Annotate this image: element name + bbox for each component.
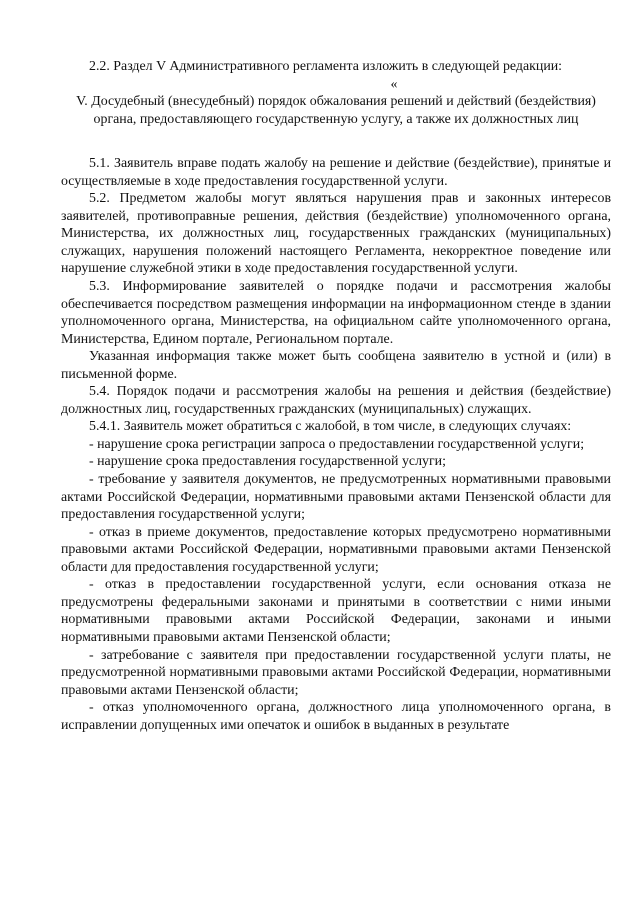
- amendment-intro: 2.2. Раздел V Административного регламента изложить в следующей редакции:: [89, 59, 563, 74]
- paragraph-5-4-1: 5.4.1. Заявитель может обратиться с жалобой, в том числе, в следующих случаях:: [89, 419, 572, 435]
- opening-quote-mark: «: [390, 76, 398, 92]
- paragraph-5-4: 5.4. Порядок подачи и рассмотрения жалобы на решения и действия (бездействие) должностных лиц, государственных гражданских (муниципальных) служащих.: [61, 384, 611, 417]
- document-page: [61, 58, 611, 734]
- paragraph-5-1: 5.1. Заявитель вправе подать жалобу на решение и действие (бездействие), принятые и осуществляемые в ходе предоставления государственной услуги.: [61, 156, 611, 189]
- section-heading: V. Досудебный (внесудебный) порядок обжалования решений и действий (бездействия) органа, предоставляющего государственную услугу, а также их должностных лиц: [76, 94, 596, 127]
- list-item-service-refusal: - отказ в предоставлении государственной услуги, если основания отказа не предусмотрены федеральными законами и принятыми в соответствии с ними иными нормативными правовыми актами Российской Федерации, законами и иными нормативными правовыми актами Пензенской области;: [61, 577, 611, 645]
- list-item-document-refusal: - отказ в приеме документов, предоставление которых предусмотрено нормативными правовыми актами Российской Федерации, нормативными правовыми актами Пензенской области для предоставления государственной услуги;: [61, 524, 611, 575]
- list-item-service-deadline: - нарушение срока предоставления государственной услуги;: [89, 454, 446, 470]
- paragraph-5-2: 5.2. Предметом жалобы могут являться нарушения прав и законных интересов заявителей, противоправные решения, действия (бездействие) уполномоченного органа, Министерства, их должностных лиц, государственных гражданских (муниципальных) служащих, нарушения положений настоящего Регламента, некорректное поведение или нарушение служебной этики в ходе предоставления государственной услуги.: [61, 191, 611, 277]
- list-item-documents-requirement: - требование у заявителя документов, не предусмотренных нормативными правовыми актами Российской Федерации, нормативными правовыми актами Пензенской области для предоставления государственной услуги;: [61, 472, 611, 523]
- list-item-fee-demand: - затребование с заявителя при предоставлении государственной услуги платы, не предусмотренной нормативными правовыми актами Российской Федерации, нормативными правовыми актами Пензенской области;: [61, 647, 611, 698]
- list-item-registration-deadline: - нарушение срока регистрации запроса о предоставлении государственной услуги;: [89, 436, 585, 452]
- paragraph-5-3-continuation: Указанная информация также может быть сообщена заявителю в устной и (или) в письменной форме.: [61, 349, 611, 382]
- list-item-correction-refusal: - отказ уполномоченного органа, должностного лица уполномоченного органа, в исправлении допущенных ими опечаток и ошибок в выданных в результате: [61, 700, 611, 733]
- paragraph-5-3: 5.3. Информирование заявителей о порядке подачи и рассмотрения жалобы обеспечивается посредством размещения информации на информационном стенде в здании уполномоченного органа, Министерства, на официальном сайте уполномоченного органа, Министерства, Едином портале, Региональном портале.: [61, 279, 611, 347]
